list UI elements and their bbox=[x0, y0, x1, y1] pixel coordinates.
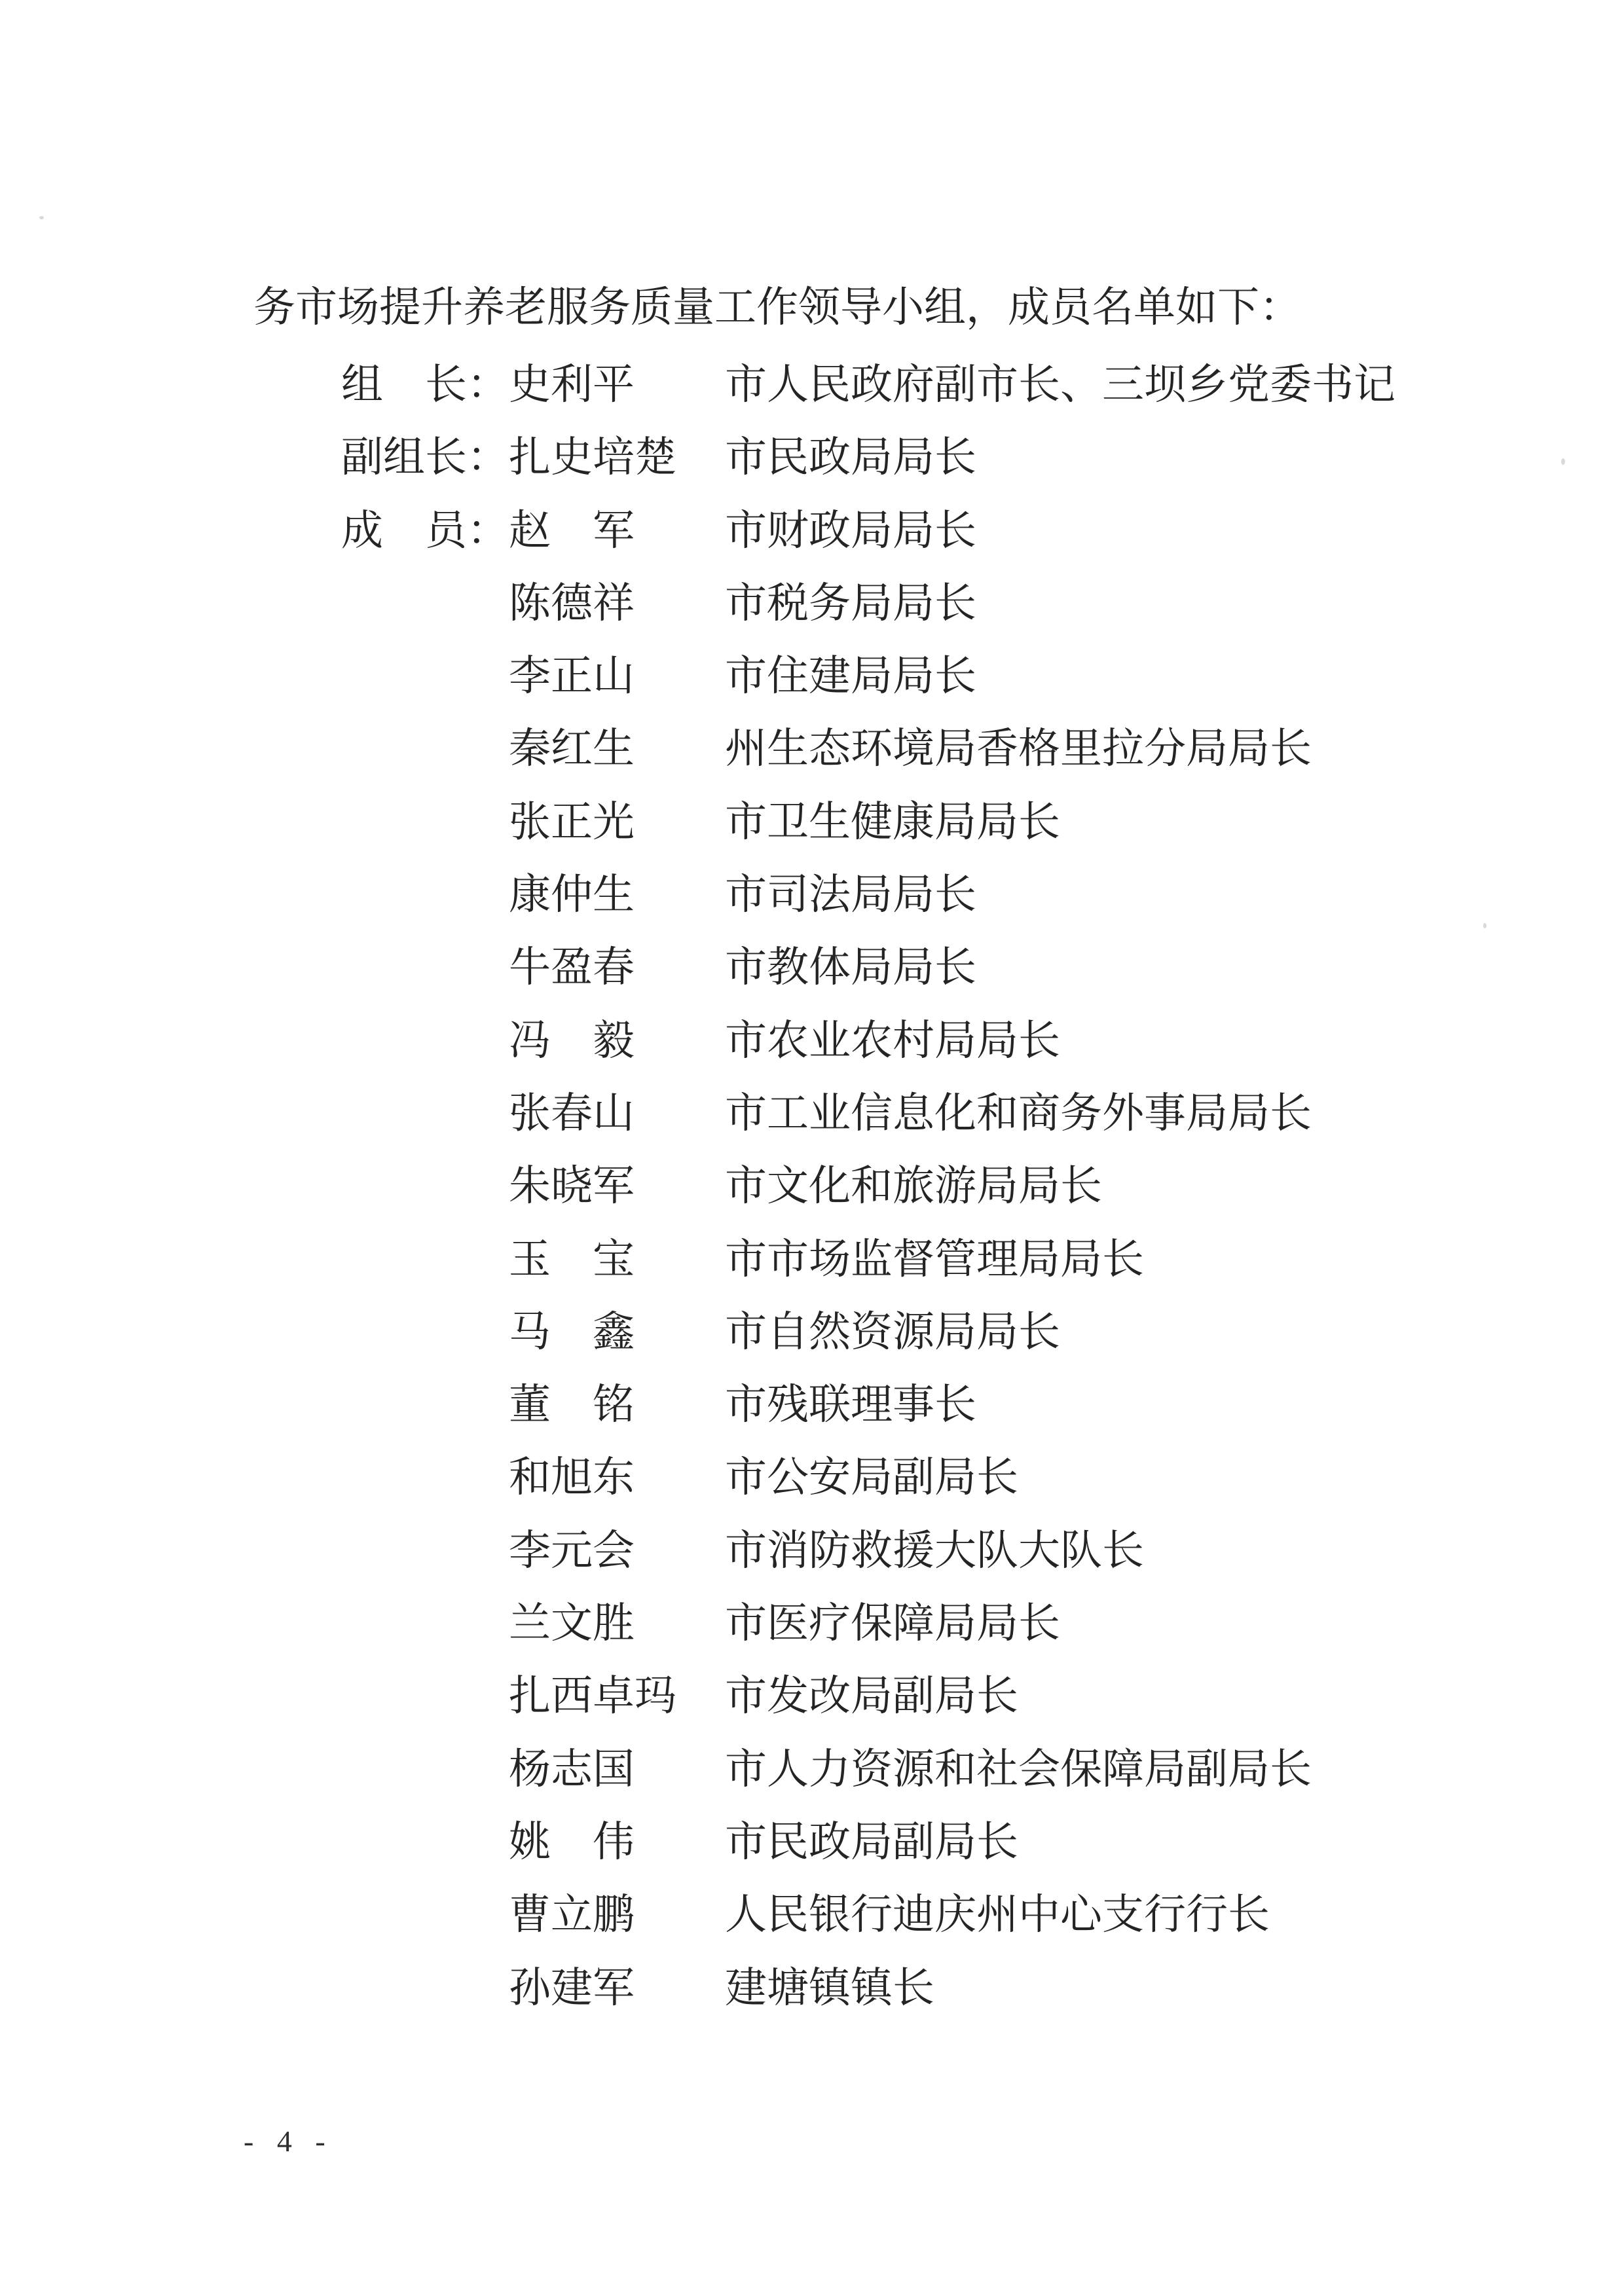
row-title: 市司法局局长 bbox=[725, 871, 976, 919]
roster-row bbox=[341, 434, 1624, 509]
row-name: 秦红生 bbox=[509, 725, 635, 773]
row-title: 市工业信息化和商务外事局局长 bbox=[725, 1089, 1312, 1137]
roster-row bbox=[341, 1745, 1624, 1821]
roster-row bbox=[341, 1891, 1624, 1967]
row-name: 李正山 bbox=[509, 653, 635, 700]
row-name: 赵 军 bbox=[509, 507, 635, 554]
roster-row bbox=[341, 1527, 1624, 1603]
intro-line: 务市场提升养老服务质量工作领导小组，成员名单如下： bbox=[253, 284, 1301, 331]
row-label: 组 长： bbox=[341, 361, 509, 408]
row-name: 孙建军 bbox=[509, 1964, 635, 2011]
row-title: 市税务局局长 bbox=[725, 579, 976, 627]
row-title: 市住建局局长 bbox=[725, 653, 976, 700]
roster-row bbox=[341, 1165, 1624, 1238]
row-name: 兰文胜 bbox=[509, 1600, 635, 1647]
row-title: 市民政局局长 bbox=[725, 434, 976, 481]
row-title: 市医疗保障局局长 bbox=[725, 1600, 1060, 1647]
row-title: 市人民政府副市长、三坝乡党委书记 bbox=[725, 361, 1395, 408]
roster-row bbox=[341, 1235, 1624, 1311]
row-name: 冯 毅 bbox=[509, 1017, 635, 1064]
row-name: 董 铭 bbox=[509, 1381, 635, 1429]
roster-row bbox=[341, 1089, 1624, 1165]
row-name: 张春山 bbox=[509, 1089, 635, 1137]
scan-speckle bbox=[1483, 923, 1486, 928]
roster-row bbox=[341, 579, 1624, 655]
roster-row bbox=[341, 361, 1624, 437]
roster-row bbox=[341, 798, 1624, 874]
row-title: 市发改局副局长 bbox=[725, 1673, 1018, 1720]
row-label: 成 员： bbox=[341, 507, 509, 554]
row-title: 市残联理事长 bbox=[725, 1381, 976, 1429]
row-name: 扎史培楚 bbox=[509, 434, 676, 481]
row-title: 市自然资源局局长 bbox=[725, 1308, 1060, 1355]
row-title: 州生态环境局香格里拉分局局长 bbox=[725, 725, 1312, 773]
row-name: 朱晓军 bbox=[509, 1163, 635, 1210]
row-title: 市农业农村局局长 bbox=[725, 1017, 1060, 1064]
scan-speckle bbox=[39, 216, 44, 219]
roster-row bbox=[341, 1964, 1624, 2040]
row-title: 市财政局局长 bbox=[725, 507, 976, 554]
roster-row bbox=[341, 1600, 1624, 1675]
page-number: - 4 - bbox=[244, 2124, 333, 2158]
roster-row bbox=[341, 725, 1624, 801]
roster-row bbox=[341, 1454, 1624, 1529]
row-name: 史利平 bbox=[509, 361, 635, 408]
row-title: 人民银行迪庆州中心支行行长 bbox=[725, 1891, 1270, 1939]
roster bbox=[341, 361, 1624, 2040]
row-label: 副组长： bbox=[341, 434, 509, 481]
row-name: 牛盈春 bbox=[509, 944, 635, 991]
row-name: 张正光 bbox=[509, 798, 635, 845]
row-name: 陈德祥 bbox=[509, 579, 635, 627]
row-title: 市民政局副局长 bbox=[725, 1818, 1018, 1865]
row-name: 和旭东 bbox=[509, 1454, 635, 1501]
roster-row bbox=[341, 655, 1624, 728]
roster-row bbox=[341, 1675, 1624, 1748]
roster-row bbox=[341, 1818, 1624, 1894]
row-name: 姚 伟 bbox=[509, 1818, 635, 1865]
row-title: 市市场监督管理局局长 bbox=[725, 1235, 1144, 1283]
row-title: 市人力资源和社会保障局副局长 bbox=[725, 1745, 1312, 1793]
roster-row bbox=[341, 507, 1624, 583]
roster-row bbox=[341, 1017, 1624, 1093]
row-title: 建塘镇镇长 bbox=[725, 1964, 934, 2011]
row-title: 市文化和旅游局局长 bbox=[725, 1163, 1102, 1210]
roster-row bbox=[341, 871, 1624, 947]
row-title: 市教体局局长 bbox=[725, 944, 976, 991]
row-title: 市卫生健康局局长 bbox=[725, 798, 1060, 845]
row-title: 市消防救援大队大队长 bbox=[725, 1527, 1144, 1574]
row-name: 玉 宝 bbox=[509, 1235, 635, 1283]
roster-row bbox=[341, 944, 1624, 1019]
row-name: 扎西卓玛 bbox=[509, 1673, 676, 1720]
row-name: 曹立鹏 bbox=[509, 1891, 635, 1939]
roster-row bbox=[341, 1381, 1624, 1457]
row-name: 马 鑫 bbox=[509, 1308, 635, 1355]
row-name: 康仲生 bbox=[509, 871, 635, 919]
row-name: 杨志国 bbox=[509, 1745, 635, 1793]
scan-speckle bbox=[1561, 458, 1565, 465]
roster-row bbox=[341, 1308, 1624, 1384]
row-title: 市公安局副局长 bbox=[725, 1454, 1018, 1501]
row-name: 李元会 bbox=[509, 1527, 635, 1574]
